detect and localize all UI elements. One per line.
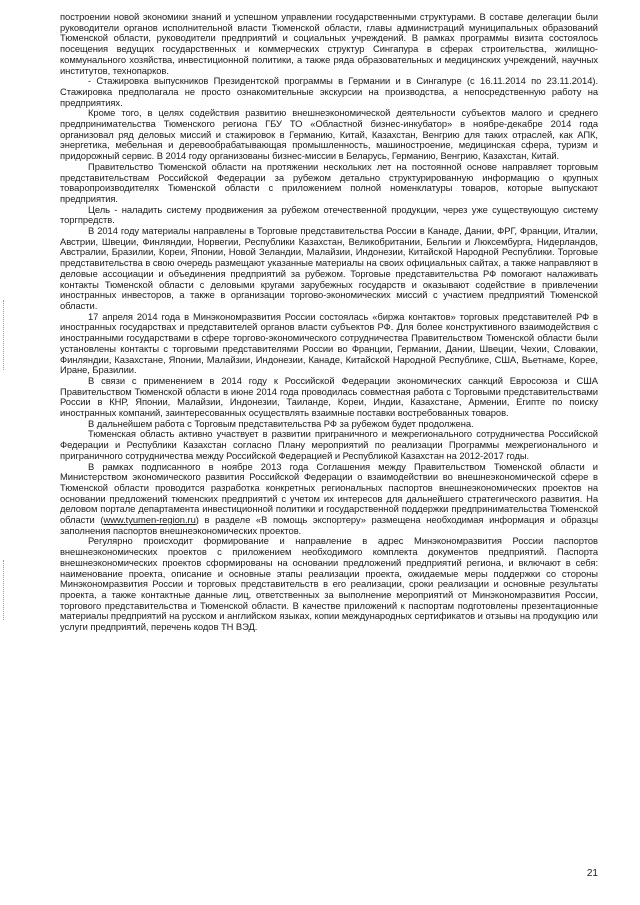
paragraph: - Стажировка выпускников Президентской программы в Германии и в Сингапуре (с 16.11.2014 по 23.11.2014). Стажировка предполагала не просто ознакомительные экскурсии на производства, а непосредственную работу на предприятиях. [60,75,598,108]
paragraph: Кроме того, в целях содействия развитию внешнеэкономической деятельности субъектов малого и среднего предпринимательства Тюменского региона ГБУ ТО «Областной бизнес-инкубатор» в ноябре-декабре 2014 года организовал ряд деловых миссий и стажировок в Германию, Китай, Казахстан, Венгрию для таких отраслей, как АПК, энергетика, мебельная и деревообрабатывающая промышленность, машиностроение, медицинская сфера, туризм и придорожный сервис. В 2014 году организованы бизнес-миссии в Беларусь, Германию, Венгрию, Казахстан, Китай. [60,107,598,162]
paragraph: построении новой экономики знаний и успешном управлении государственными структурами. В составе делегации были руководители органов исполнительной власти Тюменской области, главы администраций муниципальных образований Тюменской области, руководители предприятий и социальных учреждений. В рамках программы визита состоялось посещения ведущих государственных и коммерческих структур Сингапура в сферах строительства, жилищно-коммунального хозяйства, инвестиционной политики, а также ряда образовательных и медицинских учреждений, научных институтов, технопарков. [60,11,598,76]
paragraph: В связи с применением в 2014 году к Российской Федерации экономических санкций Евросоюза и США Правительством Тюменской области в июне 2014 года проводилась совместная работа с Торговыми представительствами России в КНР, Японии, Малайзии, Индонезии, Таиланде, Кореи, Индии, Казахстане, Армении, Египте по поиску иностранных компаний, заинтересованных осуществлять взаимные поставки востребованных товаров. [60,374,598,419]
paragraph: 17 апреля 2014 года в Минэкономразвития России состоялась «биржа контактов» торговых представителей РФ в иностранных государствах и представителей органов власти субъектов РФ. Для более конструктивного взаимодействия с иностранными государствами в сфере торгово-экономического сотрудничества Правительством Тюменской области были установлены контакты с торговыми представителями России во Франции, Германии, Дании, Швеции, Чехии, Словакии, Финляндии, Казахстане, Японии, Малайзии, Индонезии, Канаде, Китайской Народной Республике, США, Вьетнаме, Корее, Иране, Бразилии. [60,310,598,376]
paragraph: В 2014 году материалы направлены в Торговые представительства России в Канаде, Дании, ФРГ, Франции, Италии, Австрии, Швеции, Финляндии, Норвегии, Республики Казахстан, Великобритании, Бельгии и Люксембурга, Нидерландов, Австралии, Бразилии, Кореи, Японии, Новой Зеландии, Малайзии, Индонезии, Китайской Народной Республики. Торговые представительства в свою очередь размещают указанные материалы на своих официальных сайтах, а также направляют в деловые ассоциации и объединения предприятий за рубежом. Торговые представительства РФ помогают налаживать контакты Тюменской области с деловыми кругами зарубежных государств и оказывают содействие в привлечении иностранных инвесторов, а также в организации торгово-экономических миссий с участием предприятий Тюменской области. [60,225,598,311]
paragraph-text: В рамках подписанного в ноябре 2013 года Соглашения между Правительством Тюменской области и Министерством экономического развития Российской Федерации о взаимодействии во внешнеэкономической сфере в Тюменской области проводится разработка конкретных региональных паспортов внешнеэкономических проектов на основании предложений тюменских предприятий с учетом их интересов для дальнейшего стратегического развития. На деловом портале департамента инвестиционной политики и государственной поддержки предпринимательства Тюменской области ( [60,460,598,526]
scan-margin-mark [3,300,8,370]
paragraph: Регулярно происходит формирование и направление в адрес Минэкономразвития России паспортов внешнеэкономических проектов с приложением необходимого комплекта документов предприятий. Паспорта внешнеэкономических проектов сформированы на основании предложений предприятий региона, и включают в себя: наименование проекта, описание и основные этапы реализации проекта, ожидаемые меры поддержки со стороны Минэкономразвития России и торговых представительств в его реализации, сроки реализации и основные результаты проекта, а также контактные данные лиц, ответственных за выполнение мероприятий от Минэкономразвития России, торгового представительства и Тюменской области. В качестве приложений к паспортам подготовлены презентационные материалы предприятий на русском и английском языках, копии международных сертификатов и отзывы на продукцию или услуги предприятий, перечень кодов ТН ВЭД. [60,535,598,633]
scan-margin-mark [3,560,8,620]
paragraph-with-link [60,462,598,537]
portal-link[interactable]: www.tyumen-region.ru [103,514,196,526]
page-number: 21 [586,868,598,879]
paragraph-text: ) в разделе «В помощь экспортеру» размещена необходимая информация и образцы заполнения паспортов внешнеэкономических проектов. [60,514,599,536]
paragraph: Тюменская область активно участвует в развитии приграничного и межрегионального сотрудничества Российской Федерации и Республики Казахстан согласно Плану мероприятий по реализации Программы межрегионального и приграничного сотрудничества между Российской Федерацией и Республикой Казахстан на 2012-2017 годы. [60,428,598,461]
paragraph: В дальнейшем работа с Торговым представительства РФ за рубежом будет продолжена. [88,417,474,429]
paragraph: Правительство Тюменской области на протяжении нескольких лет на постоянной основе направляет торговым представительствам Российской Федерации за рубежом детально структурированную информацию о крупных товаропроизводителях Тюменской области с приложением полной номенклатуры товаров, которые выпускают предприятия. [60,160,598,204]
paragraph: Цель - наладить систему продвижения за рубежом отечественной продукции, через уже существующую систему торгпредств. [60,203,598,226]
